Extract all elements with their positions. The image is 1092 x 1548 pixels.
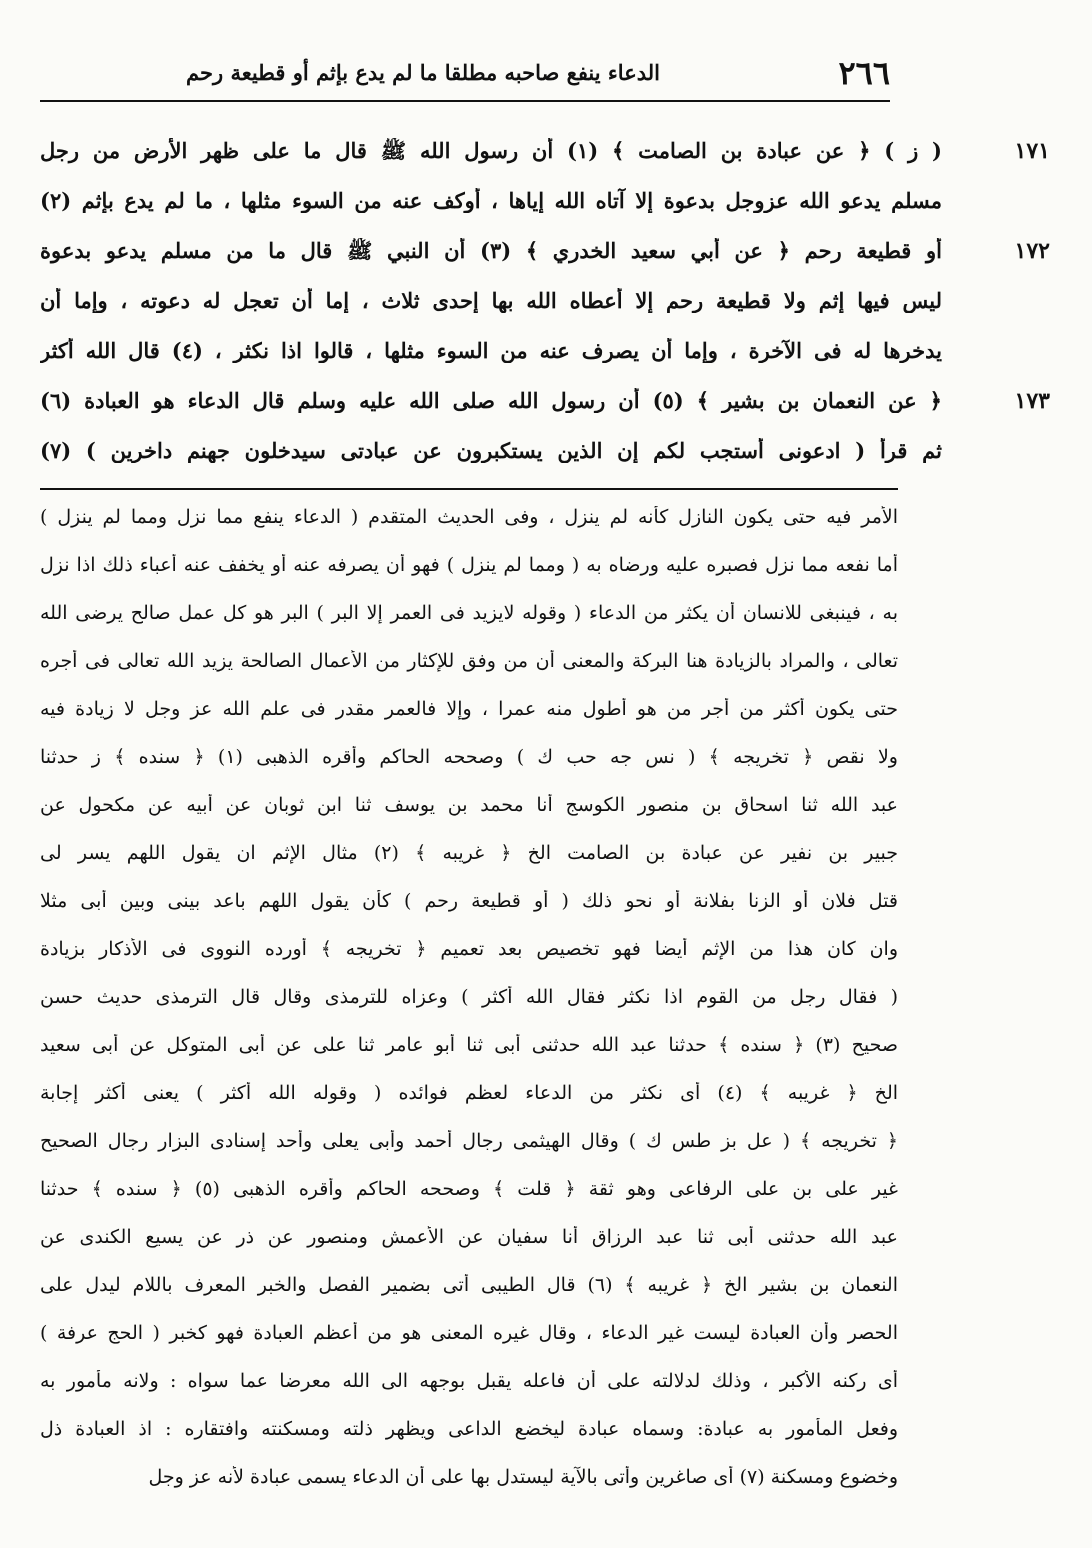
hadith-line: ليس فيها إثم ولا قطيعة رحم إلا أعطاه الله بها إحدى ثلاث ، إما أن تعجل له دعوته ، وإما أن xyxy=(40,288,942,313)
hadith-number: ١٧٢ xyxy=(1014,238,1050,264)
commentary-line: عبد الله حدثنى أبى ثنا عبد الرزاق أنا سفيان عن الأعمش ومنصور عن ذر عن يسيع الكندى عن xyxy=(40,1226,898,1248)
commentary-line: صحيح (٣) ﴿ سنده ﴾ حدثنا عبد الله حدثنى أبى ثنا أبو عامر ثنا على عن أبى المتوكل عن أبى سعيد xyxy=(40,1034,898,1056)
commentary-line: عبد الله ثنا اسحاق بن منصور الكوسج أنا محمد بن يوسف ثنا ابن ثوبان عن أبيه عن مكحول عن xyxy=(40,794,898,816)
hadith-line: مسلم يدعو الله عزوجل بدعوة إلا آتاه الله إياها ، أوكف عنه من السوء مثلها ، ما لم يدع بإثم (٢) xyxy=(40,188,942,213)
commentary-line: وان كان هذا من الإثم أيضا فهو تخصيص بعد تعميم ﴿ تخريجه ﴾ أورده النووى فى الأذكار بزيادة xyxy=(40,938,898,960)
commentary-line: ( فقال رجل من القوم اذا نكثر فقال الله أكثر ) وعزاه للترمذى وقال قال الترمذى حديث حسن xyxy=(40,986,898,1008)
hadith-line: أو قطيعة رحم ﴿ عن أبي سعيد الخدري ﴾ (٣) أن النبي ﷺ قال ما من مسلم يدعو بدعوة xyxy=(40,238,942,263)
commentary-line: وفعل المأمور به عبادة: وسماه عبادة ليخضع الداعى ويظهر ذلته ومسكنته وافتقاره : اذ العبادة ذل xyxy=(40,1418,898,1440)
commentary-line: أى ركنه الأكبر ، وذلك لدلالته على أن فاعله يقبل بوجهه الى الله معرضا عما سواه : ولانه مأمور به xyxy=(40,1370,898,1392)
hadith-line: يدخرها له فى الآخرة ، وإما أن يصرف عنه من السوء مثلها ، قالوا اذا نكثر ، (٤) قال الله أكثر xyxy=(40,338,942,363)
commentary-line: تعالى ، والمراد بالزيادة هنا البركة والمعنى أن من وفق للإكثار من الأعمال الصالحة يزيد الله تعالى فى أجره xyxy=(40,650,898,672)
hadith-entry xyxy=(40,238,1050,378)
running-title: الدعاء ينفع صاحبه مطلقا ما لم يدع بإثم أو قطيعة رحم xyxy=(186,60,660,85)
commentary-line: قتل فلان أو الزنا بفلانة أو نحو ذلك ( أو قطيعة رحم ) كأن يقول اللهم باعد بينى وبين أبى مثلا xyxy=(40,890,898,912)
commentary-line: وخضوع ومسكنة (٧) أى صاغرين وأتى بالآية ليستدل بها على أن الدعاء يسمى عبادة لأنه عز وجل xyxy=(148,1466,898,1488)
hadith-number: ١٧١ xyxy=(1014,138,1050,164)
commentary-line: الحصر وأن العبادة ليست غير الدعاء ، وقال غيره المعنى هو من أعظم العبادة فهو كخبر ( الحج عرفة ) xyxy=(40,1322,898,1344)
commentary-line: ولا نقص ﴿ تخريجه ﴾ ( نس جه حب ك ) وصححه الحاكم وأقره الذهبى (١) ﴿ سنده ﴾ ز حدثنا xyxy=(40,746,898,768)
hadith-line: ثم قرأ ( ادعونى أستجب لكم إن الذين يستكبرون عن عبادتى سيدخلون جهنم داخرين ) (٧) xyxy=(40,438,942,463)
page-header xyxy=(40,52,890,102)
hadith-number: ١٧٣ xyxy=(1014,388,1050,414)
commentary-line: الأمر فيه حتى يكون النازل كأنه لم ينزل ، وفى الحديث المتقدم ( الدعاء ينفع مما نزل ومما لم ينزل ) xyxy=(40,506,898,528)
hadith-line: ( ز ) ﴿ عن عبادة بن الصامت ﴾ (١) أن رسول الله ﷺ قال ما على ظهر الأرض من رجل xyxy=(40,138,942,163)
hadith-line: ﴿ عن النعمان بن بشير ﴾ (٥) أن رسول الله صلى الله عليه وسلم قال الدعاء هو العبادة (٦) xyxy=(40,388,942,413)
hadith-entry xyxy=(40,388,1050,478)
commentary-line: حتى يكون أكثر من أجر من هو أطول منه عمرا ، وإلا فالعمر مقدر فى علم الله عز وجل لا زيادة فيه xyxy=(40,698,898,720)
commentary-block xyxy=(40,506,898,1526)
commentary-line: غير على بن على الرفاعى وهو ثقة ﴿ قلت ﴾ وصححه الحاكم وأقره الذهبى (٥) ﴿ سنده ﴾ حدثنا xyxy=(40,1178,898,1200)
commentary-line: به ، فينبغى للانسان أن يكثر من الدعاء ( وقوله لايزيد فى العمر إلا البر ) البر هو كل عمل صالح يرضى الله xyxy=(40,602,898,624)
page-number: ٢٦٦ xyxy=(838,54,890,92)
commentary-line: أما نفعه مما نزل فصبره عليه ورضاه به ( ومما لم ينزل ) فهو أن يصرفه عنه أو يخفف عنه أعباء ذلك اذا نزل xyxy=(40,554,898,576)
hadith-entry xyxy=(40,138,1050,228)
commentary-line: النعمان بن بشير الخ ﴿ غريبه ﴾ (٦) قال الطيبى أتى بضمير الفصل والخبر المعرف باللام ليدل على xyxy=(40,1274,898,1296)
commentary-line: جبير بن نفير عن عبادة بن الصامت الخ ﴿ غريبه ﴾ (٢) مثال الإثم ان يقول اللهم يسر لى xyxy=(40,842,898,864)
commentary-line: الخ ﴿ غريبه ﴾ (٤) أى نكثر من الدعاء لعظم فوائده ( وقوله الله أكثر ) يعنى أكثر إجابة xyxy=(40,1082,898,1104)
commentary-line: ﴿ تخريجه ﴾ ( عل بز طس ك ) وقال الهيثمى رجال أحمد وأبى يعلى وأحد إسنادى البزار رجال الصحيح xyxy=(40,1130,898,1152)
footnote-divider xyxy=(40,488,898,490)
